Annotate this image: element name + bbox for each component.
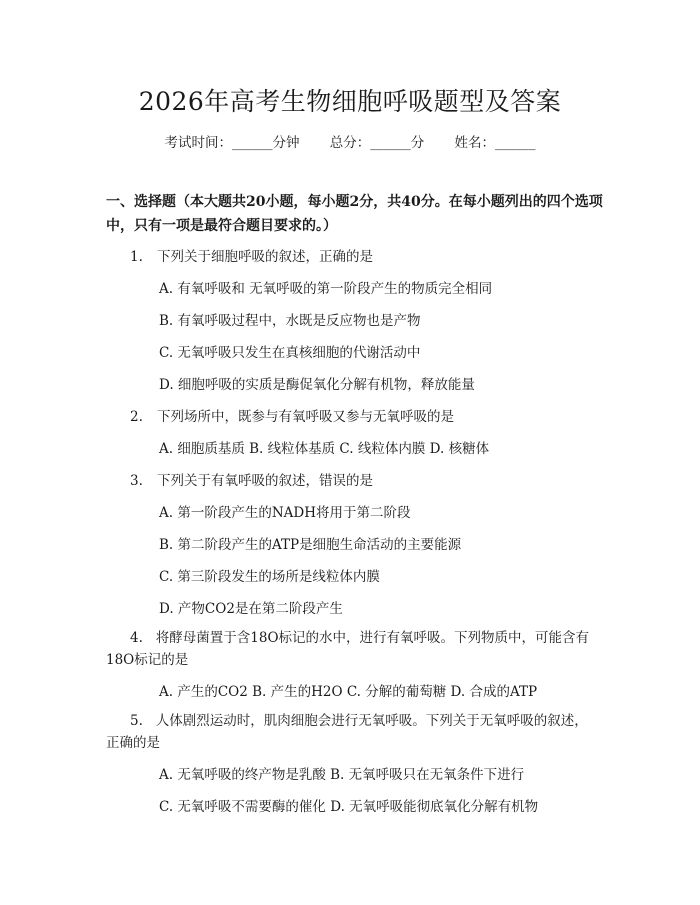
question-stem: 人体剧烈运动时，肌肉细胞会进行无氧呼吸。下列关于无氧呼吸的叙述，正确的是 <box>106 713 588 751</box>
option: C. 无氧呼吸只发生在真核细胞的代谢活动中 <box>159 345 421 361</box>
question-stem: 下列关于有氧呼吸的叙述，错误的是 <box>157 473 373 489</box>
question-stem: 下列场所中，既参与有氧呼吸又参与无氧呼吸的是 <box>157 409 454 425</box>
question-4 <box>106 627 596 671</box>
option: A. 有氧呼吸和 无氧呼吸的第一阶段产生的物质完全相同 <box>159 281 493 297</box>
question-number: 3. <box>130 473 143 489</box>
option: A. 无氧呼吸的终产物是乳酸 B. 无氧呼吸只在无氧条件下进行 <box>159 767 525 783</box>
student-name: 姓名：______ <box>454 135 536 151</box>
exam-time: 考试时间：______分钟 <box>164 135 300 151</box>
option: C. 无氧呼吸不需要酶的催化 D. 无氧呼吸能彻底氧化分解有机物 <box>159 799 539 815</box>
section-heading: 一、选择题（本大题共20小题，每小题2分，共40分。在每小题列出的四个选项中，只有一项是最符合题目要求的。） <box>106 194 603 234</box>
option: A. 第一阶段产生的NADH将用于第二阶段 <box>159 505 411 521</box>
question-5 <box>106 710 596 754</box>
question-number: 4. <box>130 630 143 646</box>
question-number: 1. <box>130 249 143 265</box>
option: D. 细胞呼吸的实质是酶促氧化分解有机物，释放能量 <box>159 377 475 393</box>
question-3 <box>130 469 373 489</box>
option: A. 产生的CO2 B. 产生的H2O C. 分解的葡萄糖 D. 合成的ATP <box>159 684 538 700</box>
option: C. 第三阶段发生的场所是线粒体内膜 <box>159 569 380 585</box>
question-1 <box>130 245 373 265</box>
option: A. 细胞质基质 B. 线粒体基质 C. 线粒体内膜 D. 核糖体 <box>159 441 490 457</box>
question-number: 2. <box>130 409 143 425</box>
page-title: 2026年高考生物细胞呼吸题型及答案 <box>138 87 562 116</box>
option: B. 第二阶段产生的ATP是细胞生命活动的主要能源 <box>159 537 462 553</box>
question-stem: 将酵母菌置于含18O标记的水中，进行有氧呼吸。下列物质中，可能含有18O标记的是 <box>106 630 590 668</box>
question-stem: 下列关于细胞呼吸的叙述，正确的是 <box>157 249 373 265</box>
option: B. 有氧呼吸过程中，水既是反应物也是产物 <box>159 313 421 329</box>
total-score: 总分：______分 <box>329 135 425 151</box>
option: D. 产物CO2是在第二阶段产生 <box>159 601 343 617</box>
question-number: 5. <box>130 713 143 729</box>
question-2 <box>130 405 454 425</box>
exam-meta <box>0 131 700 151</box>
